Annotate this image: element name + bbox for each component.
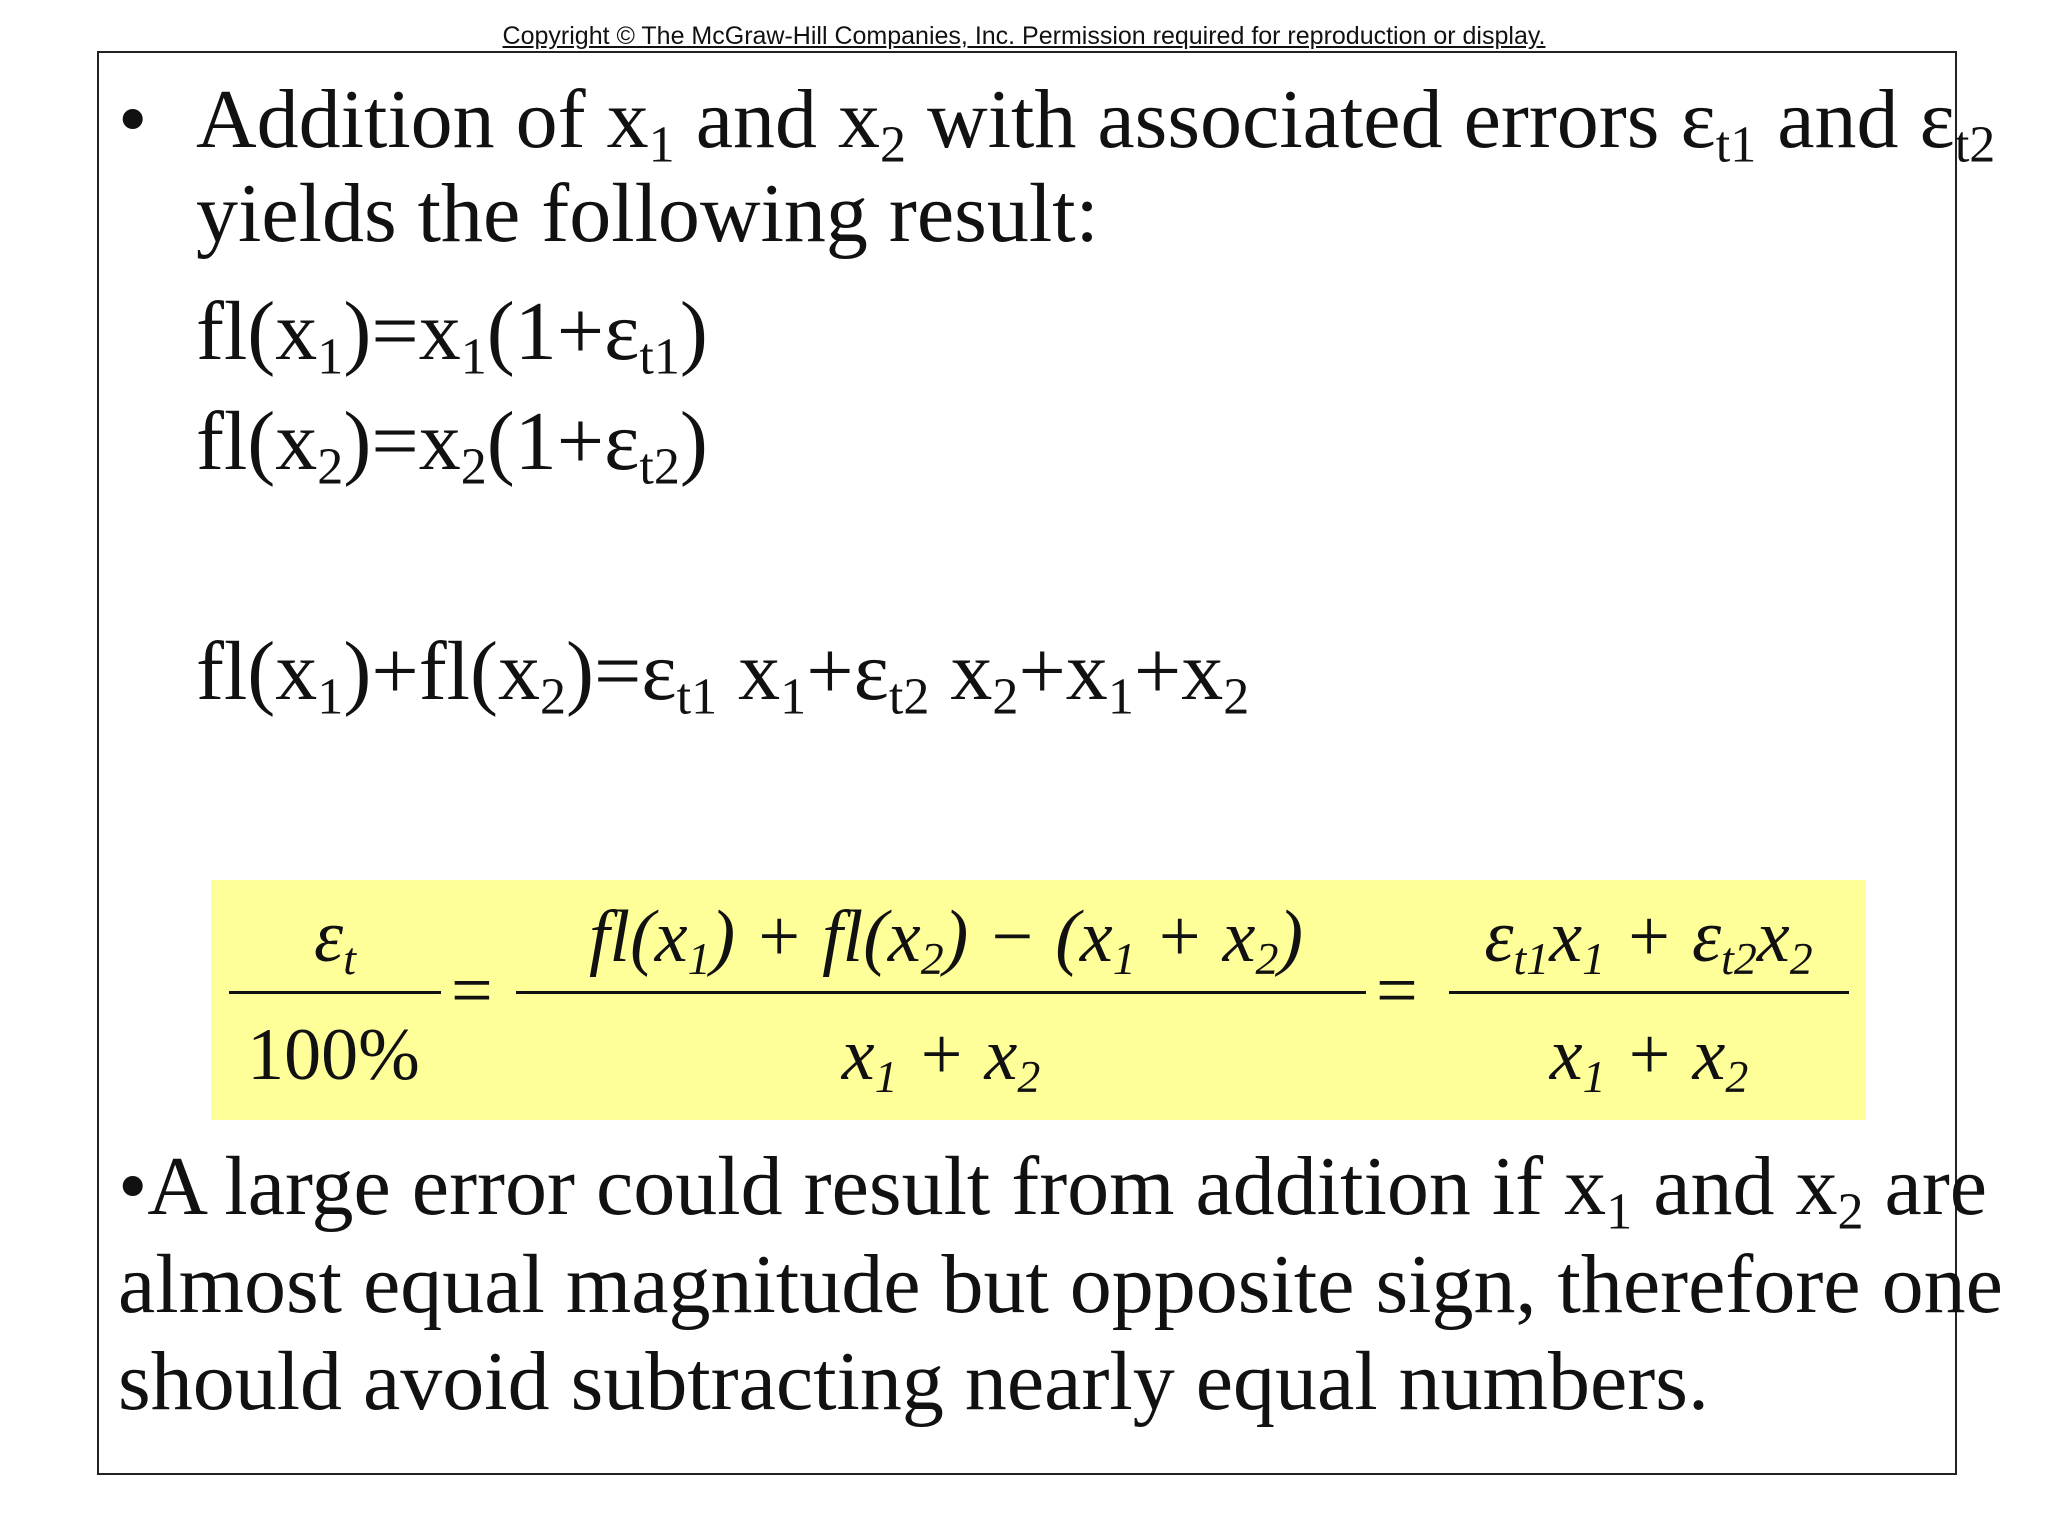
rhs-numerator: $\varepsilon_{t1}x_1 + \varepsilon_{t2}x_2$ <box>1484 896 1813 984</box>
equation-fl-x2: $fl(x_2)=x_2(1+\varepsilon_{t2})$ <box>196 395 708 496</box>
lhs-denominator: 100% <box>247 1014 420 1096</box>
middle-fraction-bar <box>516 991 1366 994</box>
lhs-fraction-bar <box>229 991 441 994</box>
bullet1-line2: yields the following result: <box>196 167 1099 260</box>
equation-fl-x1: $fl(x_1)=x_1(1+\varepsilon_{t1})$ <box>196 285 708 386</box>
bullet2-line1: •A large error could result from addition if $x_1$ and $x_2$ are <box>118 1140 1988 1241</box>
lhs-numerator: $\varepsilon_t$ <box>314 896 356 984</box>
rhs-fraction-bar <box>1449 991 1849 994</box>
equation-sum: $fl(x_1)+fl(x_2)=\varepsilon_{t1}$ $x_1+\varepsilon_{t2}$ $x_2+x_1+x_2$ <box>196 625 1250 726</box>
bullet1-line1: Addition of $x_1$ and $x_2$ with associated errors $\varepsilon_{t1}$ and $\varepsilon_{t2}$ <box>196 73 1996 174</box>
middle-numerator: $fl(x_1) + fl(x_2) - (x_1 + x_2)$ <box>588 896 1304 984</box>
rhs-denominator: $x_1 + x_2$ <box>1549 1014 1749 1102</box>
bullet-marker: • <box>118 73 148 166</box>
copyright-notice: Copyright © The McGraw-Hill Companies, Inc. Permission required for reproduction or display. <box>502 22 1546 50</box>
equals-sign-2: = <box>1376 950 1418 1032</box>
equals-sign-1: = <box>451 950 493 1032</box>
bullet2-line3: should avoid subtracting nearly equal numbers. <box>118 1335 1709 1428</box>
relative-error-formula-highlight <box>211 880 1866 1120</box>
bullet2-line2: almost equal magnitude but opposite sign, therefore one <box>118 1238 2003 1331</box>
middle-denominator: $x_1 + x_2$ <box>841 1014 1041 1102</box>
